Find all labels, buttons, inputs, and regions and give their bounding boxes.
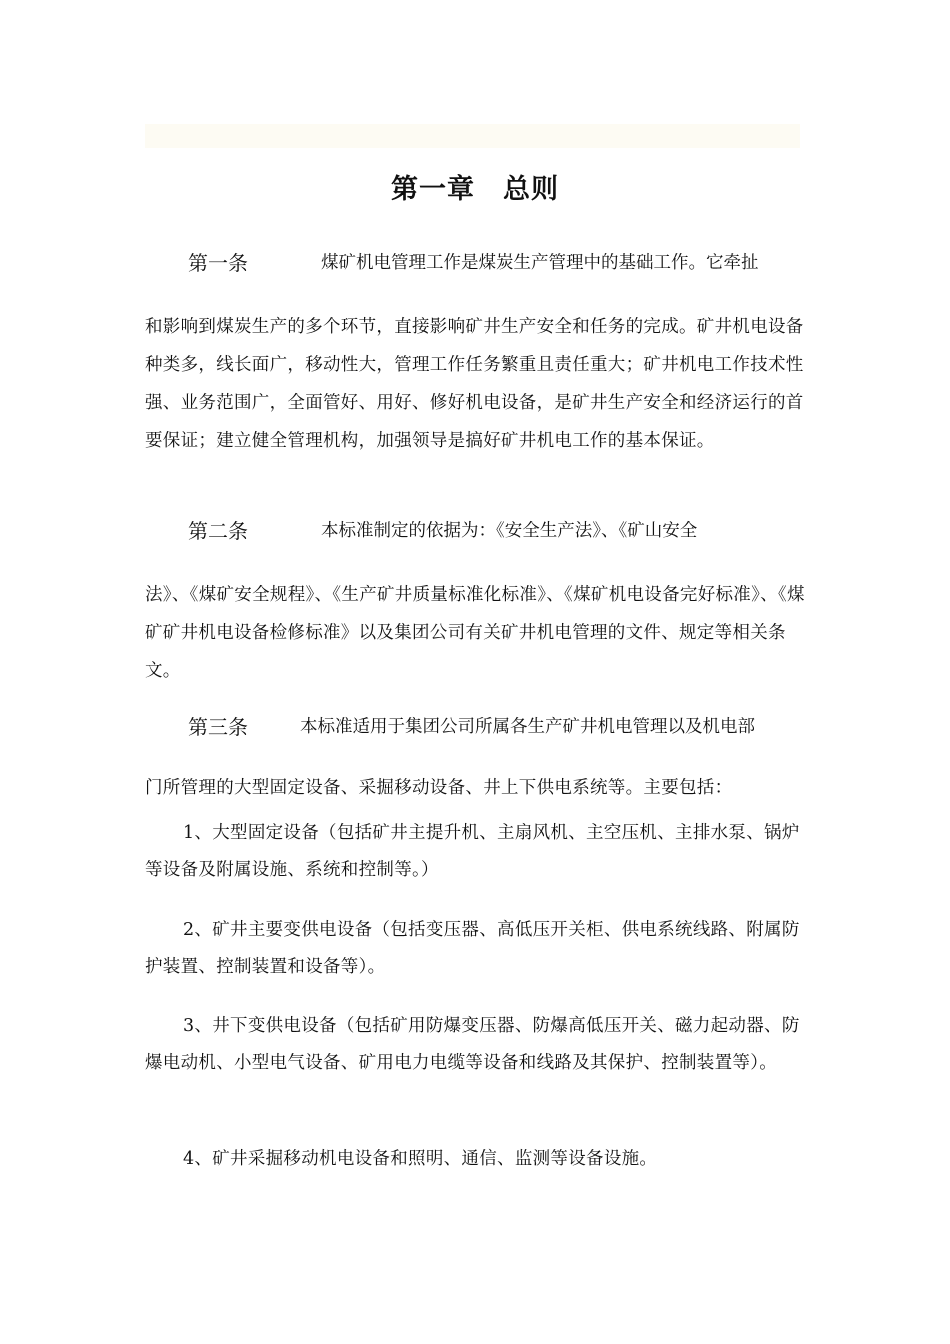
article-body: 和影响到煤炭生产的多个环节，直接影响矿井生产安全和任务的完成。矿井机电设备种类多，线长面广，移动性大，管理工作任务繁重且责任重大；矿井机电工作技术性强、业务范围广，全面管好、用好、修好机电设备，是矿井生产安全和经济运行的首要保证；建立健全管理机构，加强领导是搞好矿井机电工作的基本保证。	[145, 317, 804, 451]
chapter-title: 第一章 总则	[391, 174, 559, 205]
article-3	[145, 711, 805, 807]
article-body: 法》、《煤矿安全规程》、《生产矿井质量标准化标准》、《煤矿机电设备完好标准》、《煤矿矿井机电设备检修标准》以及集团公司有关矿井机电管理的文件、规定等相关条文。	[145, 585, 805, 681]
article-body: 门所管理的大型固定设备、采掘移动设备、井上下供电系统等。主要包括：	[145, 778, 733, 798]
article-2	[145, 515, 805, 690]
article-first-line: 煤矿机电管理工作是煤炭生产管理中的基础工作。它牵扯	[321, 253, 759, 273]
header-band	[145, 124, 800, 148]
list-item: 4、矿井采掘移动机电设备和照明、通信、监测等设备设施。	[183, 1149, 658, 1169]
list-item: 1、大型固定设备（包括矿井主提升机、主扇风机、主空压机、主排水泵、锅炉等设备及附属设施、系统和控制等。）	[145, 823, 800, 880]
article-first-line: 本标准制定的依据为：《安全生产法》、《矿山安全	[321, 521, 698, 541]
article-first-line: 本标准适用于集团公司所属各生产矿井机电管理以及机电部	[300, 717, 755, 737]
article-label: 第二条	[188, 519, 248, 543]
list-item: 2、矿井主要变供电设备（包括变压器、高低压开关柜、供电系统线路、附属防护装置、控制装置和设备等）。	[145, 920, 800, 977]
article-label: 第一条	[188, 251, 248, 275]
list-item: 3、井下变供电设备（包括矿用防爆变压器、防爆高低压开关、磁力起动器、防爆电动机、小型电气设备、矿用电力电缆等设备和线路及其保护、控制装置等）。	[145, 1016, 800, 1073]
article-label: 第三条	[188, 715, 248, 739]
article-1	[145, 247, 805, 460]
